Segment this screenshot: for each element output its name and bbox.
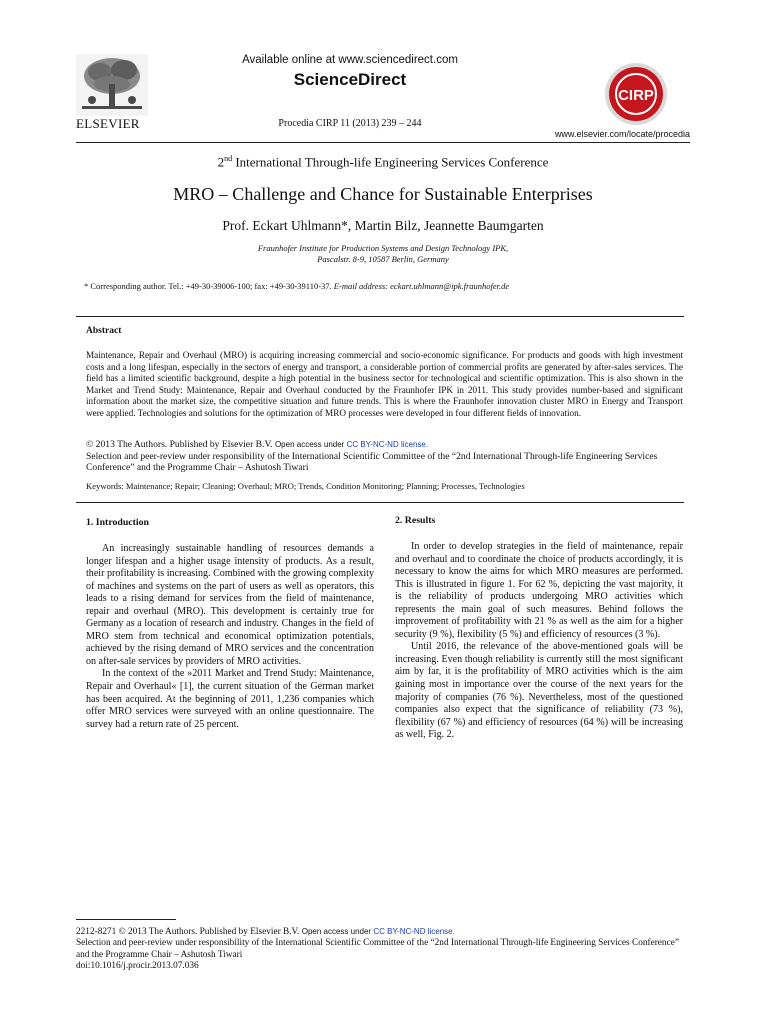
license-link[interactable]: CC BY-NC-ND license. <box>346 440 429 449</box>
footer-review-statement: Selection and peer-review under responsibility of the International Scientific Committee of the “2nd International Through-life Engineering Services Conference” and the Programme Chair – Ashutosh Tiwari <box>76 938 679 960</box>
journal-url[interactable]: www.elsevier.com/locate/procedia <box>554 129 690 139</box>
abstract-top-divider <box>76 316 684 317</box>
available-online-text: Available online at www.sciencedirect.com <box>242 54 458 66</box>
abstract-text: Maintenance, Repair and Overhaul (MRO) is acquiring increasing commercial and socio-economic significance. For products and goods with high investment costs and a long lifespan, especially in the sectors of energy and transport, a considerable portion of commercial profits are generated by after-sales services. The field has a limited scientific background, despite a high potential in the business sector for technological and scientific optimization. This is also shown in the Market and Trend Study: Maintenance, Repair and Overhaul conducted by the Fraunhofer IPK in 2011. This study provides number-based and significant information about the market size, the competitive situation and future trends. This is where the Fraunhofer innovation cluster MRO in Energy and Transport were applied. Technologies and solutions for the optimization of MRO processes were developed in four different fields of innovation. <box>86 350 683 418</box>
conference-name: 2nd International Through-life Engineering Services Conference <box>217 154 549 170</box>
abstract-heading: Abstract <box>86 326 122 336</box>
footer-divider <box>76 919 176 920</box>
doi[interactable]: doi:10.1016/j.procir.2013.07.036 <box>76 961 199 972</box>
affiliation-line-2: Pascalstr. 8-9, 10587 Berlin, Germany <box>317 254 449 264</box>
peer-review-statement: Selection and peer-review under responsibility of the International Scientific Committee of the “2nd International Through-life Engineering Services Conference” and the Programme Chair – Ashutosh Tiwari <box>86 450 658 474</box>
cirp-logo-text: CIRP <box>618 87 654 104</box>
header-divider <box>76 142 690 143</box>
elsevier-tree-logo <box>76 54 148 116</box>
paper-authors: Prof. Eckart Uhlmann*, Martin Bilz, Jeannette Baumgarten <box>222 218 544 233</box>
footer-notes: 2212-8271 © 2013 The Authors. Published by Elsevier B.V. Open access under CC BY-NC-ND license. Selection and peer-review under responsibility of the International Scientific Committee of the “2nd International Through-life Engineering Services Conference” and the Programme Chair – Ashutosh Tiwari doi:10.1016/j.procir.2013.07.036 <box>76 927 679 972</box>
introduction-paragraph-2: In the context of the »2011 Market and Trend Study: Maintenance, Repair and Overhaul« [1], the current situation of the German market has been acquired. At the beginning of 2011, 1,236 companies which offer MRO services were surveyed with an online questionnaire. The survey had a return rate of 25 percent. <box>86 668 374 730</box>
results-paragraph-1: In order to develop strategies in the field of maintenance, repair and overhaul and to coordinate the choice of products accordingly, it is necessary to know the aims for which MRO measures are performed. This is illustrated in figure 1. For 62 %, depicting the vast majority, it is the reliability of products undergoing MRO activities which represents the main goal of such measures. Behind follows the improvement of profitability with 21 % as well as the aim for a higher security (9 %), flexibility (5 %) and efficiency of resources (3 %). <box>395 541 683 640</box>
results-paragraph-2: Until 2016, the relevance of the above-mentioned goals will be increasing. Even though reliability is currently still the most significant aim by far, it is the profitability of MRO activities which is the aim gaining most in importance over the course of the next years for the majority of companies (76 %). Nevertheless, most of the questioned companies also expect that the significance of reliability (73 %), flexibility (67 %) and efficiency of resources (64 %) will be increasing as well, Fig. 2. <box>395 641 683 741</box>
paper-title: MRO – Challenge and Chance for Sustainable Enterprises <box>173 184 593 204</box>
results-heading: 2. Results <box>395 515 436 526</box>
introduction-paragraph-1: An increasingly sustainable handling of resources demands a longer lifespan and a higher usage intensity of products. As a result, their profitability is increasing. Combined with the growing complexity of machines and systems on the part of users as well as operators, this leads to a rising demand for services from the field of maintenance, repair and overhaul (MRO). This development is certainly true for Germany as a location of research and industry. Changes in the field of MRO stem from technical and economical optimization potentials, achieved by the rising demand of MRO services and the concentration on after-sale services by providers of MRO activities. <box>86 543 374 667</box>
introduction-heading: 1. Introduction <box>86 517 149 528</box>
corresponding-author: * Corresponding author. Tel.: +49-30-39006-100; fax: +49-30-39110-37. E-mail address: eckart.uhlmann@ipk.fraunhofer.de <box>84 281 510 291</box>
keywords: Keywords: Maintenance; Repair; Cleaning; Overhaul; MRO; Trends, Condition Monitoring; Planning; Processes, Technologies <box>86 481 525 491</box>
publisher-name: ELSEVIER <box>76 116 140 131</box>
introduction-body <box>86 543 374 731</box>
abstract-copyright: © 2013 The Authors. Published by Elsevier B.V. Open access under CC BY-NC-ND license. Selection and peer-review under responsibility of the International Scientific Committee of the “2nd International Through-life Engineering Services Conference” and the Programme Chair – Ashutosh Tiwari <box>86 439 658 474</box>
affiliation-line-1: Fraunhofer Institute for Production Systems and Design Technology IPK, <box>257 243 509 253</box>
sciencedirect-wordmark: ScienceDirect <box>293 70 407 89</box>
footer-license-link[interactable]: CC BY-NC-ND license. <box>373 927 455 936</box>
journal-reference: Procedia CIRP 11 (2013) 239 – 244 <box>278 118 422 129</box>
results-body <box>395 541 683 742</box>
abstract-bottom-divider <box>76 502 684 503</box>
cirp-logo <box>604 62 668 126</box>
author-email-link[interactable]: eckart.uhlmann@ipk.fraunhofer.de <box>390 281 510 291</box>
